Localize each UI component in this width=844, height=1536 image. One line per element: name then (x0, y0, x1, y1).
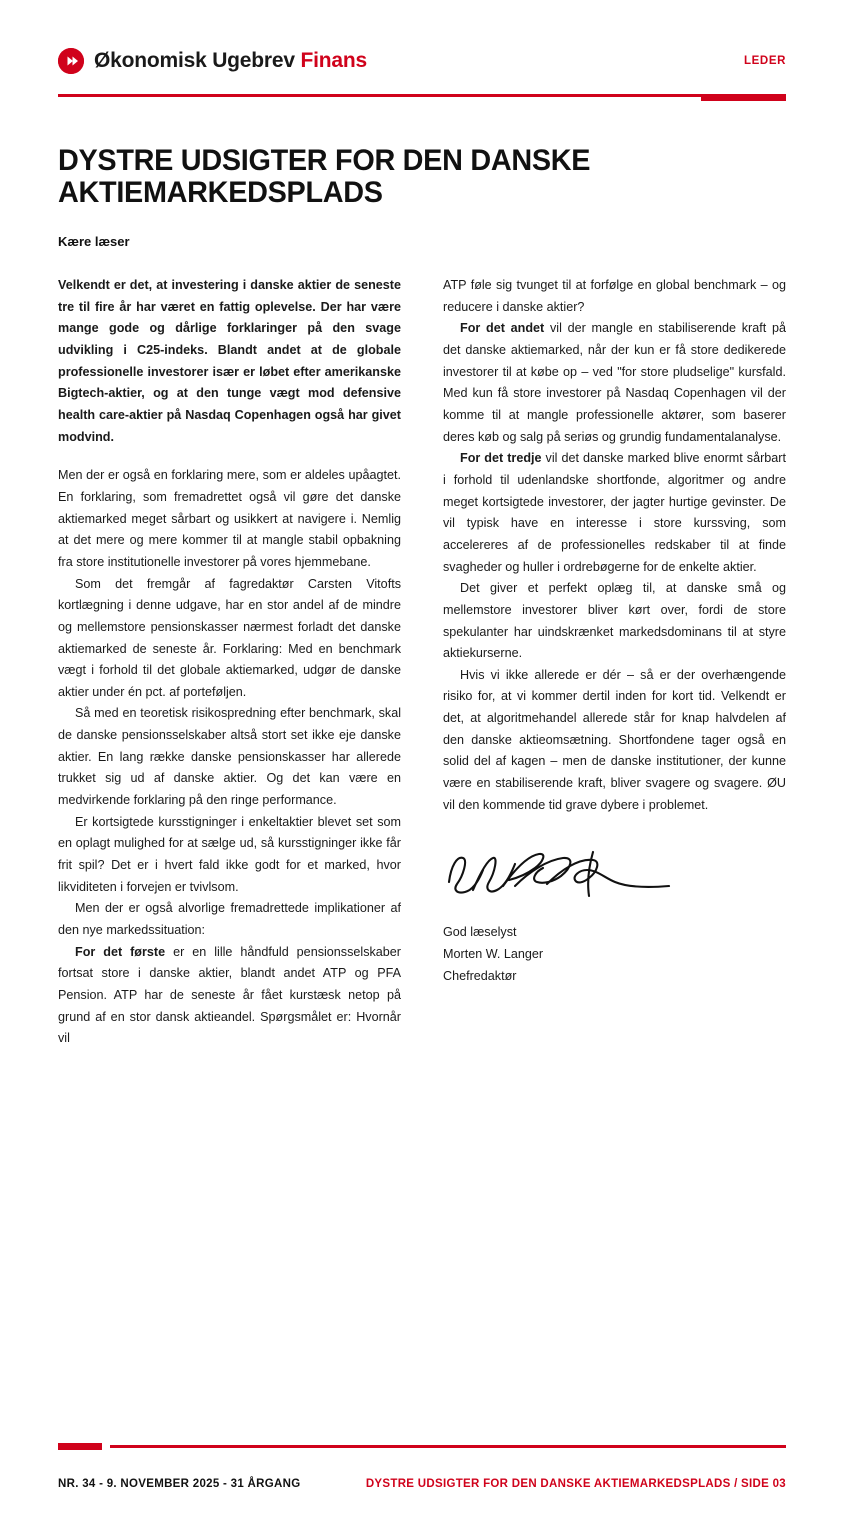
signature-image (443, 846, 786, 908)
footer (58, 1478, 786, 1490)
brand (58, 48, 367, 74)
paragraph-second-point (443, 318, 786, 448)
paragraph-text: Hvis vi ikke allerede er dér – så er der overhængende risiko for, at vi kommer dertil inden for kort tid. Velkendt er det, at algoritmehandel allerede står for knap halvdelen af den danske aktieomsætning. Shortfondene tager også en solid del af kagen – men de danske institutioner, der kunne være en stabiliserende kraft, bliver svagere og svagere. ØU vil den kommende tid grave dybere i problemet. (443, 667, 786, 812)
page-title: DYSTRE UDSIGTER FOR DEN DANSKE AKTIEMARKEDSPLADS (58, 144, 591, 209)
paragraph-lead: Velkendt er det, at investering i danske aktier de seneste tre til fire år har været en fattig oplevelse. Der har være mange gode og dårlige forklaringer på den svage udvikling i C25-indeks. Blandt andet at de globale professionelle investorer især er løbet efter amerikanske Bigtech-aktier, og at den tunge vægt mod defensive health care-aktier på Nasdaq Copenhagen også har givet modvind. (58, 278, 401, 444)
brand-name: Økonomisk Ugebrev (94, 49, 295, 72)
play-circle-icon (58, 48, 84, 74)
paragraph-text: Det giver et perfekt oplæg til, at danske små og mellemstore investorer bliver kørt over, fordi de store spekulanter har uindskrænket markedsdominans til at styre aktiekurserne. (443, 581, 786, 661)
paragraph-text: er en lille håndfuld pensionsselskaber fortsat store i danske aktier, blandt andet ATP og PFA Pension. ATP har de seneste år fået kurstæsk netop på grund af en stor dansk aktieandel. Spørgsmålet er: Hvornår vil (58, 944, 401, 1046)
masthead-rule-right (701, 94, 786, 101)
paragraph (443, 665, 786, 817)
paragraph: Som det fremgår af fagredaktør Carsten Vitofts kortlægning i denne udgave, har en stor andel af de mindre og mellemstore pensionskasser nærmest forladt det danske aktiemarked de seneste år. Forklaring: Med en benchmark vægt i forhold til det globale aktiemarked, udgør de danske aktier under én pct. af porteføljen. (58, 576, 401, 699)
signoff-role: Chefredaktør (443, 968, 517, 983)
signoff-author: Morten W. Langer (443, 947, 544, 962)
footer-issue-info: NR. 34 - 9. NOVEMBER 2025 - 31 ÅRGANG (58, 1478, 301, 1490)
paragraph (443, 578, 786, 665)
paragraph-third-point (443, 448, 786, 578)
masthead (58, 0, 786, 74)
section-label: LEDER (744, 55, 786, 67)
paragraph-lead-in: For det andet (460, 321, 545, 336)
article-body (58, 275, 786, 1050)
paragraph: Er kortsigtede kursstigninger i enkeltaktier blevet set som en oplagt mulighed for at sælge ud, så kursstigninger ikke får frit spil? Det er i hvert fald ikke godt for et marked, hvor likviditeten i forvejen er tvivlsom. (58, 814, 401, 894)
brand-title (94, 49, 367, 73)
paragraph-continuation: ATP føle sig tvunget til at forfølge en global benchmark – og reducere i danske aktier? (443, 278, 786, 314)
paragraph-text: vil det danske marked blive enormt sårbart i forhold til udenlandske shortfonde, algoritmer og andre meget kortsigtede investorer, der jagter hurtige gevinster. De vil typisk have en interesse i store kurssving, som accelereres af de professionelles redskaber til at finde svagheder og huller i ordrebøgerne for de enkelte aktier. (443, 451, 786, 574)
column-left (58, 275, 401, 1050)
paragraph: Men der er også alvorlige fremadrettede implikationer af den nye markedssituation: (58, 901, 401, 938)
paragraph-lead-in: For det tredje (460, 451, 542, 466)
paragraph-text: vil der mangle en stabiliserende kraft på det danske aktiemarked, når der kun er få store dedikerede investorer til at købe op – ved "for store pludselige" kursfald. Med kun få store investorer på Nasdaq Copenhagen vil der komme til at mangle professionelle aktører, som baserer deres køb og salg på seriøs og grundig fundamentalanalyse. (443, 321, 786, 444)
paragraph: Så med en teoretisk risikospredning efter benchmark, skal de danske pensionsselskaber altså stort set ikke eje danske aktier. En lang række danske pensionskasser har allerede trukket sig ud af danske aktier. Og det kan være en medvirkende forklaring på den ringe performance. (58, 706, 401, 808)
column-right (443, 275, 786, 1050)
masthead-rule (58, 94, 786, 101)
signoff (443, 922, 786, 987)
paragraph-first-point (58, 942, 401, 1050)
paragraph-lead-in: For det første (75, 944, 166, 959)
signoff-line: God læselyst (443, 925, 517, 940)
paragraph: Men der er også en forklaring mere, som er aldeles upåagtet. En forklaring, som fremadrettet også vil gøre det danske aktiemarked meget sårbart og usikkert at navigere i. Nemlig at det mere og mere kommer til at mangle stabil opbakning fra store institutionelle investorer på vores hjemmebane. (58, 468, 401, 569)
footer-article-ref: DYSTRE UDSIGTER FOR DEN DANSKE AKTIEMARKEDSPLADS / SIDE 03 (365, 1478, 786, 1490)
footer-rule (58, 1443, 786, 1450)
footer-rule-right (110, 1445, 786, 1448)
brand-accent: Finans (300, 49, 367, 72)
salutation: Kære læser (58, 234, 130, 249)
footer-rule-left (58, 1443, 102, 1450)
masthead-rule-left (58, 94, 701, 97)
